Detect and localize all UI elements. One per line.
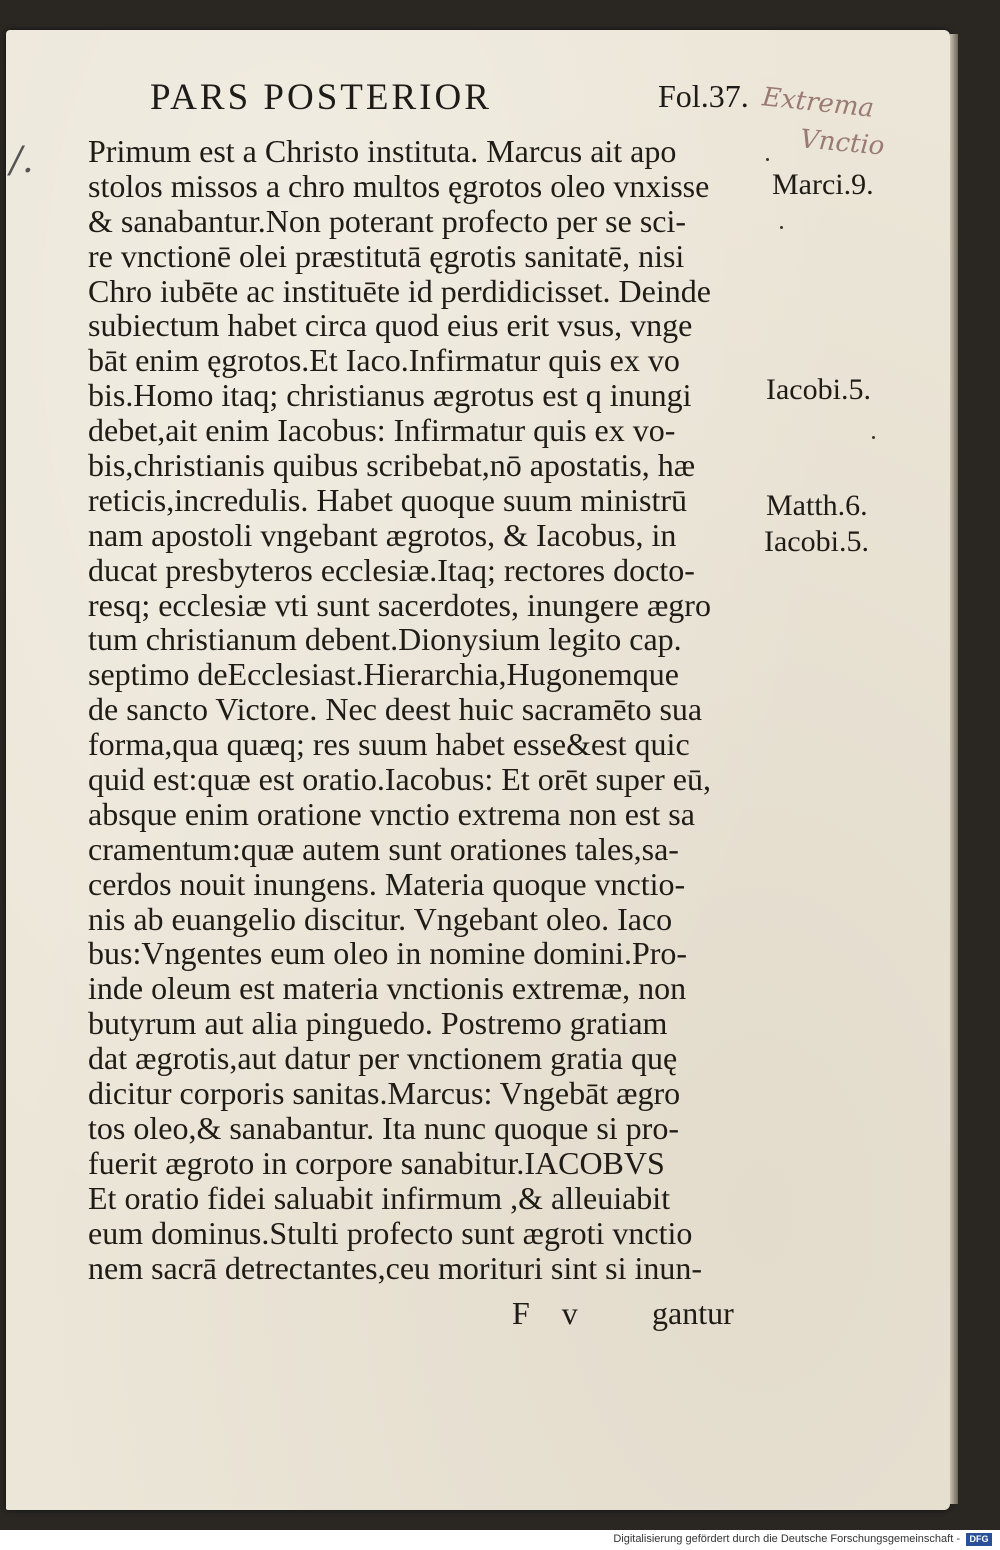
page-edge xyxy=(950,34,958,1504)
manuscript-note-vnctio: Vnctio xyxy=(798,124,886,162)
text-line: septimo deEcclesiast.Hierarchia,Hugonemque xyxy=(88,656,679,693)
margin-dot xyxy=(766,158,769,161)
text-line: reticis,incredulis. Habet quoque suum ministrū xyxy=(88,481,687,518)
text-line: forma,qua quæq; res suum habet esse&est quic xyxy=(88,726,690,763)
text-line: Chro iubēte ac instituēte id perdidicisset. Deinde xyxy=(88,272,711,309)
margin-reference: Iacobi.5. xyxy=(766,373,871,406)
text-line: nem sacrā detrectantes,ceu morituri sint si inun- xyxy=(88,1249,703,1286)
text-line: cerdos nouit inungens. Materia quoque vnctio- xyxy=(88,865,686,902)
text-line: absque enim oratione vnctio extrema non est sa xyxy=(88,795,695,832)
text-line: cramentum:quæ autem sunt orationes tales,sa- xyxy=(88,830,679,867)
text-line: nis ab euangelio discitur. Vngebant oleo. Iaco xyxy=(88,900,673,937)
text-line: tum christianum debent.Dionysium legito cap. xyxy=(88,621,682,658)
text-line: dicitur corporis sanitas.Marcus: Vngebāt ægro xyxy=(88,1075,681,1112)
text-line: inde oleum est materia vnctionis extremæ, non xyxy=(88,970,687,1007)
text-line: bis.Homo itaq; christianus ægrotus est q inungi xyxy=(88,377,692,414)
text-line: eum dominus.Stulti profecto sunt ægroti vnctio xyxy=(88,1214,693,1251)
margin-reference: Marci.9. xyxy=(772,168,874,201)
text-line: butyrum aut alia pinguedo. Postremo gratiam xyxy=(88,1005,668,1042)
text-line: bis,christianis quibus scribebat,nō apostatis, hæ xyxy=(88,447,696,484)
text-line: nam apostoli vngebant ægrotos, & Iacobus, in xyxy=(88,516,677,553)
manuscript-note-extrema: Extrema xyxy=(760,82,876,124)
text-line: quid est:quæ est oratio.Iacobus: Et orēt super eū, xyxy=(88,761,711,798)
text-line: tos oleo,& sanabantur. Ita nunc quoque si pro- xyxy=(88,1109,679,1146)
catchword: gantur xyxy=(652,1295,734,1331)
text-line: de sancto Victore. Nec deest huic sacramēto sua xyxy=(88,691,703,728)
text-line: Et oratio fidei saluabit infirmum ,& alleuiabit xyxy=(88,1179,671,1216)
text-line: debet,ait enim Iacobus: Infirmatur quis ex vo- xyxy=(88,412,676,449)
dfg-logo: DFG xyxy=(966,1533,992,1546)
margin-dot xyxy=(872,436,875,439)
signature-mark: F v xyxy=(512,1295,590,1331)
running-head: PARS POSTERIOR xyxy=(150,77,492,118)
footer-bar xyxy=(0,1530,1000,1550)
text-line: resq; ecclesiæ vti sunt sacerdotes, inungere ægro xyxy=(88,586,711,623)
folio-number: Fol.37. xyxy=(658,78,749,114)
margin-reference: Iacobi.5. xyxy=(764,525,869,558)
footer-credit: Digitalisierung gefördert durch die Deutsche Forschungsgemeinschaft - xyxy=(613,1533,960,1545)
body-text xyxy=(88,134,758,1285)
text-line: stolos missos a chro multos ęgrotos oleo vnxisse xyxy=(88,167,710,204)
text-line: ducat presbyteros ecclesiæ.Itaq; rectores docto- xyxy=(88,551,695,588)
text-line: bus:Vngentes eum oleo in nomine domini.Pro- xyxy=(88,935,688,972)
text-line: & sanabantur.Non poterant profecto per se sci- xyxy=(88,202,687,239)
text-line: Primum est a Christo instituta. Marcus ait apo xyxy=(88,133,677,169)
margin-reference: Matth.6. xyxy=(766,489,868,522)
left-margin-mark: /. xyxy=(10,140,34,181)
text-line: fuerit ægroto in corpore sanabitur.IACOBVS xyxy=(88,1144,665,1181)
text-line: bāt enim ęgrotos.Et Iaco.Infirmatur quis ex vo xyxy=(88,342,680,379)
margin-dot xyxy=(780,226,783,229)
text-line: re vnctionē olei præstitutā ęgrotis sanitatē, nisi xyxy=(88,237,685,274)
text-line: dat ægrotis,aut datur per vnctionem gratia quę xyxy=(88,1040,678,1077)
text-line: subiectum habet circa quod eius erit vsus, vnge xyxy=(88,307,693,344)
